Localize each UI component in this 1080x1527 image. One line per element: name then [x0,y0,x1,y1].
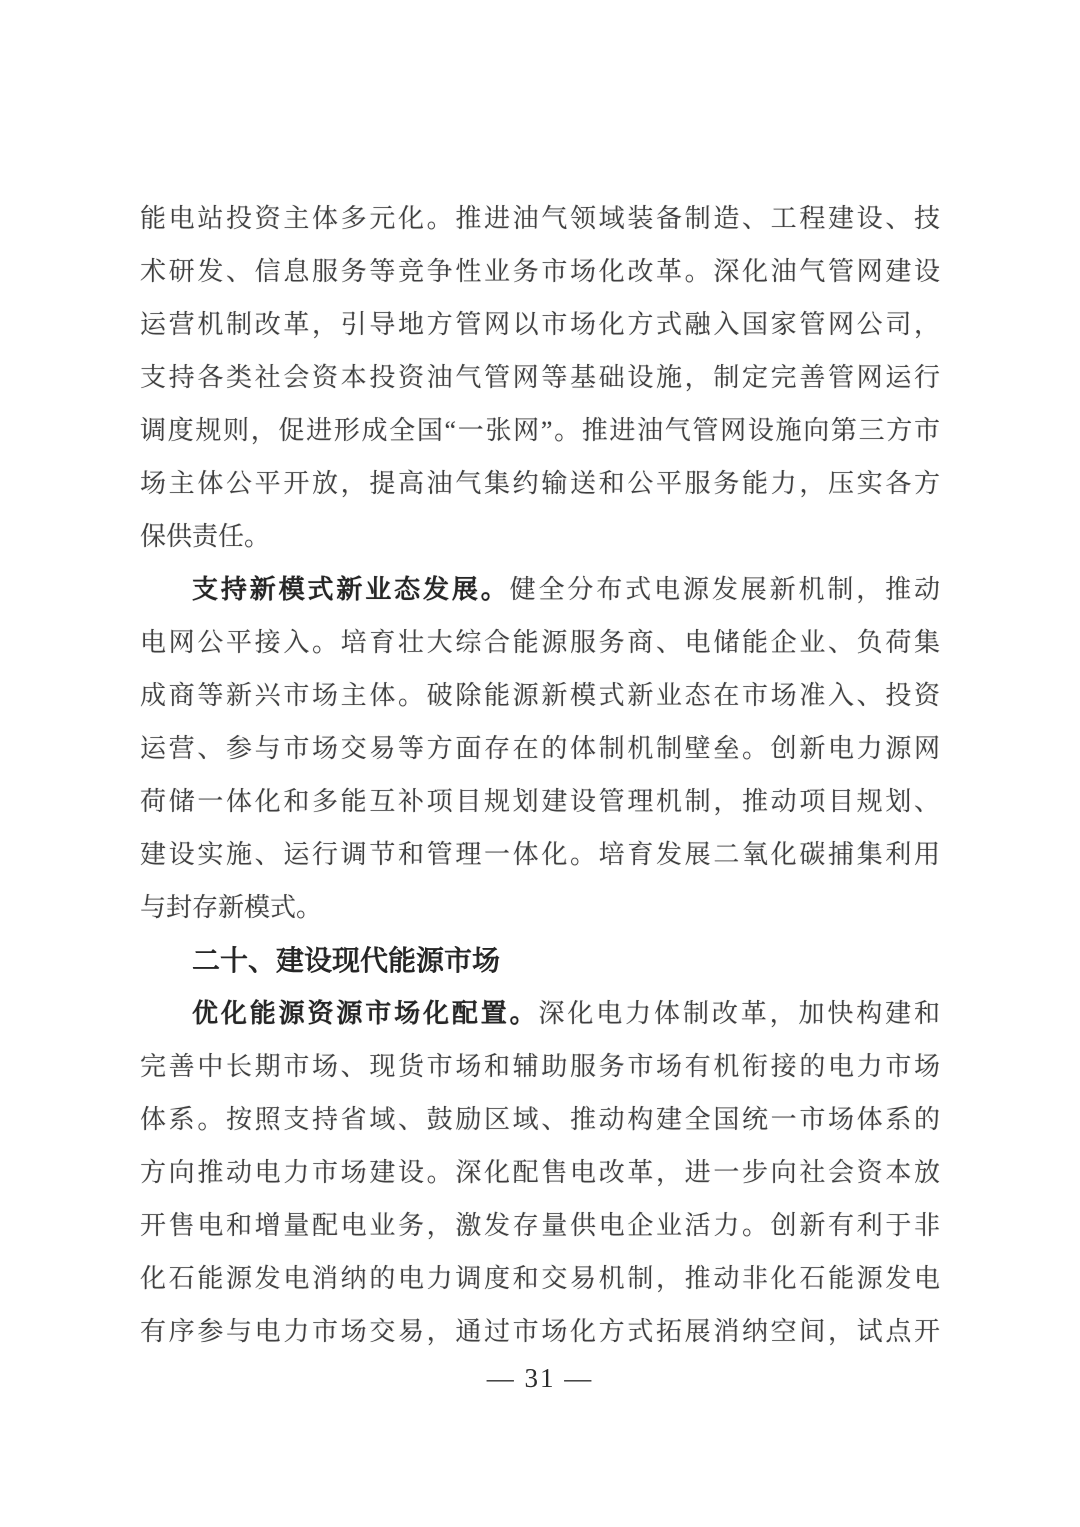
paragraph-text: 方向推动电力市场建设。深化配售电改革，进一步向社会资本放 [140,1158,940,1187]
paragraph-lead-bold: 优化能源资源市场化配置。 [192,999,539,1028]
body-text-line [140,351,940,404]
paragraph-text: 有序参与电力市场交易，通过市场化方式拓展消纳空间，试点开 [140,1317,940,1346]
body-text-line [140,298,940,351]
paragraph-text: 电网公平接入。培育壮大综合能源服务商、电储能企业、负荷集 [140,628,940,657]
paragraph-text: 场主体公平开放，提高油气集约输送和公平服务能力，压实各方 [140,469,940,498]
paragraph-text: 运营、参与市场交易等方面存在的体制机制壁垒。创新电力源网 [140,734,940,763]
body-text-line [140,404,940,457]
body-text-line [140,192,940,245]
paragraph-text: 成商等新兴市场主体。破除能源新模式新业态在市场准入、投资 [140,681,940,710]
paragraph-text: 术研发、信息服务等竞争性业务市场化改革。深化油气管网建设 [140,257,940,286]
body-text-line [140,1093,940,1146]
paragraph-text: 运营机制改革，引导地方管网以市场化方式融入国家管网公司， [140,310,940,339]
paragraph-lead-bold: 二十、建设现代能源市场 [192,945,501,976]
paragraph-text: 与封存新模式。 [140,893,323,922]
document-body [140,192,940,1358]
body-text-line [140,616,940,669]
paragraph-text: 建设实施、运行调节和管理一体化。培育发展二氧化碳捕集利用 [140,840,940,869]
body-text-line [140,722,940,775]
paragraph-lead-bold: 支持新模式新业态发展。 [192,575,510,604]
body-text-line [140,987,940,1040]
body-text-line [140,245,940,298]
body-text-line [140,881,940,934]
body-text-line [140,1040,940,1093]
paragraph-text: 开售电和增量配电业务，激发存量供电企业活力。创新有利于非 [140,1211,940,1240]
page-number: — 31 — [486,1363,594,1393]
body-text-line [140,669,940,722]
paragraph-text: 完善中长期市场、现货市场和辅助服务市场有机衔接的电力市场 [140,1052,940,1081]
body-text-line [140,1305,940,1358]
body-text-line [140,457,940,510]
body-text-line [140,563,940,616]
body-text-line [140,510,940,563]
body-text-line [140,1199,940,1252]
paragraph-text: 健全分布式电源发展新机制，推动 [509,575,940,604]
body-text-line [140,1252,940,1305]
paragraph-text: 化石能源发电消纳的电力调度和交易机制，推动非化石能源发电 [140,1264,940,1293]
body-text-line [140,775,940,828]
paragraph-text: 保供责任。 [140,522,271,551]
paragraph-text: 能电站投资主体多元化。推进油气领域装备制造、工程建设、技 [140,204,940,233]
body-text-line [140,1146,940,1199]
section-heading [140,934,940,987]
paragraph-text: 支持各类社会资本投资油气管网等基础设施，制定完善管网运行 [140,363,940,392]
body-text-line [140,828,940,881]
paragraph-text: 调度规则，促进形成全国“一张网”。推进油气管网设施向第三方市 [140,416,940,445]
paragraph-text: 体系。按照支持省域、鼓励区域、推动构建全国统一市场体系的 [140,1105,940,1134]
paragraph-text: 深化电力体制改革，加快构建和 [538,999,940,1028]
paragraph-text: 荷储一体化和多能互补项目规划建设管理机制，推动项目规划、 [140,787,940,816]
page-footer [140,1352,940,1405]
